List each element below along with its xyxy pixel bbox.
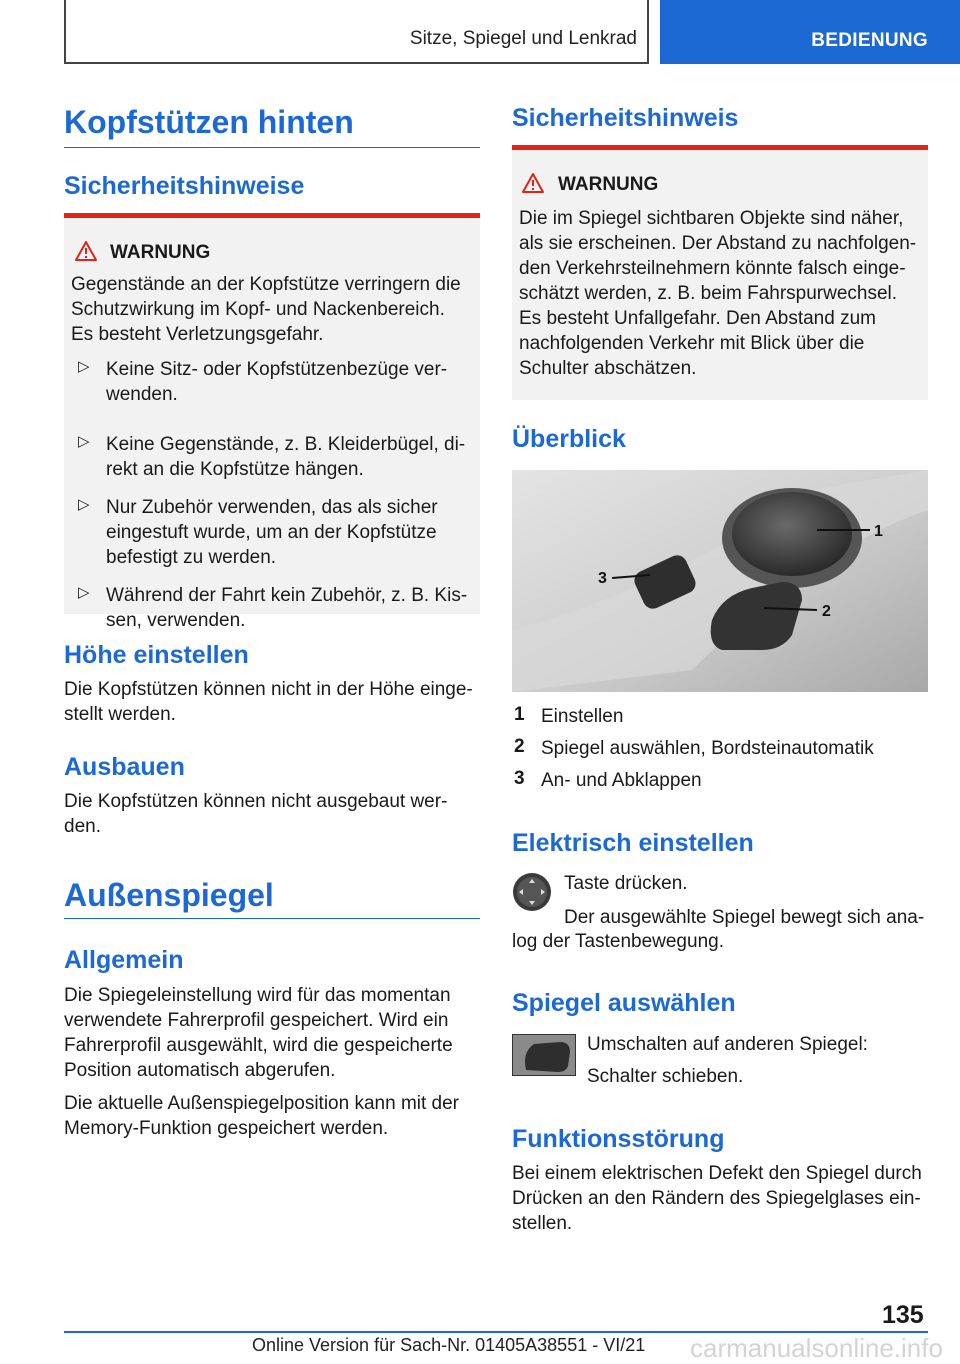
bullet-triangle-icon: ▷ (78, 433, 90, 450)
stoerung-text: Bei einem elektrischen Defekt den Spiegel durch Drücken an den Rändern des Spiegelglases ein- stellen. (512, 1163, 922, 1234)
legend-list (512, 704, 928, 800)
heading-ueberblick: Überblick (512, 425, 626, 453)
list-item: ▷ Keine Gegenstände, z. B. Kleiderbügel, di- rekt an die Kopfstütze hängen. (78, 433, 466, 480)
mirror-switch-illustration (512, 470, 928, 692)
page-number: 135 (882, 1301, 924, 1329)
elektrisch-line-1: Taste drücken. (564, 873, 688, 894)
callout-3: 3 (598, 570, 607, 587)
selector-switch-icon (512, 1034, 576, 1076)
watermark-logo: carmanualsonline.info (690, 1333, 943, 1363)
heading-ausbauen: Ausbauen (64, 753, 185, 781)
heading-spiegel-auswaehlen: Spiegel auswählen (512, 989, 736, 1017)
list-item: ▷ Nur Zubehör verwenden, das als sicher eingestuft wurde, um an der Kopfstütze befestigt zu werden. (78, 496, 438, 568)
heading-funktionsstoerung: Funktionsstörung (512, 1125, 725, 1153)
list-item: ▷ Keine Sitz- oder Kopfstützenbezüge ver- wenden. (78, 358, 448, 405)
page-title-kopfstuetzen: Kopfstützen hinten (64, 104, 354, 140)
adjust-knob (732, 492, 852, 576)
warning-text: Gegenstände an der Kopfstütze verringern die Schutzwirkung im Kopf- und Nackenbereich. Es besteht Verletzungsgefahr. (71, 274, 461, 345)
bullet-triangle-icon: ▷ (78, 584, 90, 601)
warning-bullet-list (78, 357, 478, 638)
auswaehlen-line-2: Schalter schieben. (587, 1066, 744, 1087)
elektrisch-line-3: log der Tastenbewegung. (512, 931, 724, 952)
warning-label: WARNUNG (558, 174, 659, 195)
header-section-title: Sitze, Spiegel und Lenkrad (409, 28, 637, 49)
header-chapter-tab (660, 0, 960, 64)
heading-sicherheitshinweise: Sicherheitshinweise (64, 172, 305, 200)
list-item: 1 Einstellen (514, 704, 624, 727)
direction-button-icon (512, 870, 552, 914)
title-rule (64, 918, 480, 919)
bullet-triangle-icon: ▷ (78, 358, 90, 375)
bullet-triangle-icon: ▷ (78, 496, 90, 513)
list-item: 2 Spiegel auswählen, Bordsteinautomatik (514, 736, 874, 759)
warning-triangle-icon (74, 240, 98, 262)
warning-text: Die im Spiegel sichtbaren Objekte sind näher, als sie erscheinen. Der Abstand zu nachfolgen- den Verkehrsteilnehmern könnte falsch einge- schätzt werden, z. B. beim Fahrspurwechsel. Es besteht Unfallgefahr. Den Abstand zum nachfolgenden Verkehr mit Blick über die Schulter abschätzen. (519, 208, 917, 379)
page-title-aussenspiegel: Außenspiegel (64, 877, 274, 913)
hoehe-text: Die Kopfstützen können nicht in der Höhe einge- stellt werden. (64, 679, 473, 725)
header-section-box (64, 0, 649, 64)
heading-elektrisch-einstellen: Elektrisch einstellen (512, 829, 754, 857)
title-rule (64, 147, 480, 148)
footer-online-text: Online Version für Sach-Nr. 01405A38551 - VI/21 (252, 1335, 646, 1355)
allgemein-text-1: Die Spiegeleinstellung wird für das momentan verwendete Fahrerprofil gespeichert. Wird ein Fahrerprofil ausgewählt, wird die gespeicherte Position automatisch abgerufen. (64, 985, 453, 1081)
heading-allgemein: Allgemein (64, 946, 184, 974)
warning-triangle-icon (521, 172, 545, 194)
auswaehlen-line-1: Umschalten auf anderen Spiegel: (587, 1034, 868, 1055)
list-item: ▷ Während der Fahrt kein Zubehör, z. B. Kis- sen, verwenden. (78, 584, 468, 631)
heading-hoehe-einstellen: Höhe einstellen (64, 641, 249, 669)
heading-sicherheitshinweis: Sicherheitshinweis (512, 104, 739, 132)
header-chapter-title: BEDIENUNG (811, 30, 928, 51)
callout-1: 1 (874, 523, 883, 540)
warning-label: WARNUNG (110, 242, 211, 263)
elektrisch-line-2: Der ausgewählte Spiegel bewegt sich ana- (564, 907, 925, 928)
callout-2: 2 (822, 603, 831, 620)
ausbauen-text: Die Kopfstützen können nicht ausgebaut wer- den. (64, 791, 448, 837)
allgemein-text-2: Die aktuelle Außenspiegelposition kann mit der Memory-Funktion gespeichert werden. (64, 1093, 460, 1139)
list-item: 3 An- und Abklappen (514, 768, 702, 791)
